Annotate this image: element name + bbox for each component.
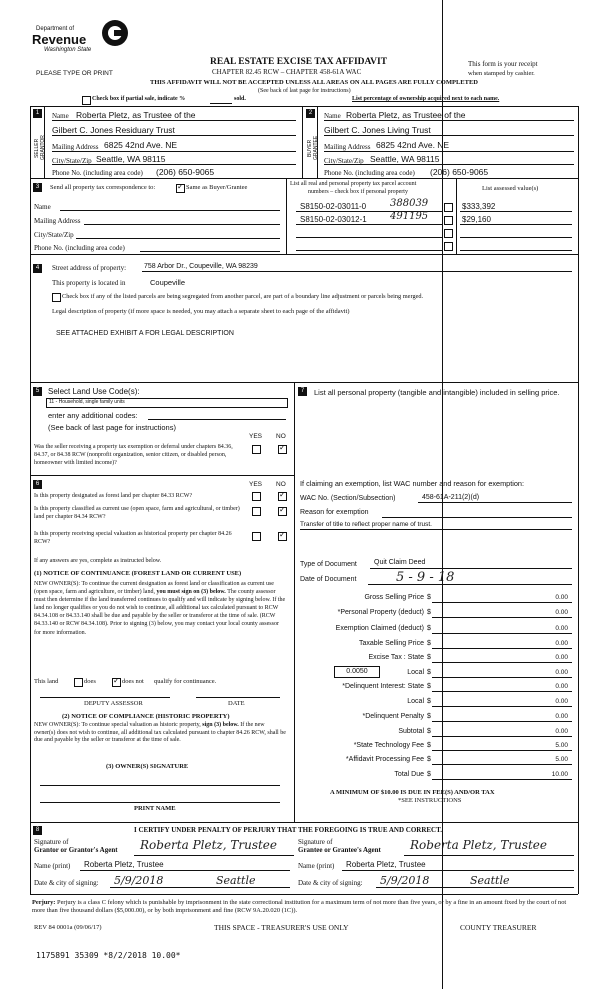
dept-line1: Department of: [36, 26, 75, 32]
amount-value[interactable]: 0.00: [555, 669, 568, 676]
personal-property-checkbox[interactable]: [444, 216, 453, 225]
located-label: This property is located in: [52, 279, 126, 287]
parcel-number[interactable]: S8150-02-03012-1: [300, 215, 367, 224]
amount-label: Taxable Selling Price: [359, 640, 424, 647]
dollar-sign: $: [427, 698, 431, 705]
assessed-header: List assessed value(s): [482, 185, 539, 192]
section-number: 3: [33, 183, 42, 192]
partial-pct-line[interactable]: [210, 103, 232, 104]
please-type: PLEASE TYPE OR PRINT: [36, 70, 113, 77]
deputy-label: DEPUTY ASSESSOR: [84, 700, 143, 707]
dollar-sign: $: [427, 640, 431, 647]
amount-label: *Affidavit Processing Fee: [345, 756, 424, 763]
buyer-phone-value[interactable]: (206) 650-9065: [430, 167, 489, 177]
notice2-bold: sign (3) below.: [202, 722, 239, 728]
amount-value[interactable]: 0.00: [555, 625, 568, 632]
personal-property-label: List all personal property (tangible and intangible) included in selling price.: [314, 388, 560, 397]
land-use-see-back: (See back of last page for instructions): [48, 423, 176, 432]
receipt-note-1: This form is your receipt: [468, 60, 538, 68]
page-title: REAL ESTATE EXCISE TAX AFFIDAVIT: [210, 57, 388, 67]
print-name-line[interactable]: [40, 802, 280, 803]
grantee-sig-label-1: Signature of: [298, 838, 333, 846]
amount-label: Gross Selling Price: [364, 594, 424, 601]
buyer-side-label: BUYER GRANTEE: [307, 135, 319, 161]
historic-question: Is this property receiving special valuation as historical property per chapter 84.26 RCW?: [34, 531, 232, 545]
amount-label: Excise Tax : State: [368, 654, 424, 661]
amount-label: *Personal Property (deduct): [337, 609, 424, 616]
parcel-handwritten: 388039: [390, 198, 429, 209]
buyer-mailing-label: Mailing Address: [324, 143, 371, 151]
grantee-city[interactable]: Seattle: [470, 874, 510, 887]
exemption-claim-label: If claiming an exemption, list WAC number and reason for exemption:: [300, 479, 525, 488]
notice2-body-a: NEW OWNER(S): To continue special valuation as historic property,: [34, 722, 201, 728]
forest-yes-checkbox[interactable]: [252, 492, 261, 501]
notice1-title: (1) NOTICE OF CONTINUANCE (FOREST LAND OR CURRENT USE): [34, 570, 242, 577]
reason-label: Reason for exemption: [300, 509, 369, 516]
legal-label: Legal description of property (if more space is needed, you may attach a separate sheet to each page of the affidavit): [52, 308, 350, 315]
parcels-header-1: List all real and personal property tax parcel account: [290, 181, 417, 187]
amount-label: Subtotal: [398, 728, 424, 735]
see-instructions: *SEE INSTRUCTIONS: [398, 797, 462, 804]
dollar-sign: $: [427, 713, 431, 720]
yes-header: YES: [249, 433, 263, 440]
doc-type-value[interactable]: Quit Claim Deed: [374, 559, 426, 566]
corr-name-label: Name: [34, 203, 51, 211]
deputy-line[interactable]: [40, 697, 170, 698]
perjury-text: Perjury is a class C felony which is punishable by imprisonment in the state correctional institution for a maximum term of not more than five years, or by a fine in an amount fixed by the court of not more than five thousand dollars ($5,000.00), or by both imprisonment and fine (RCW 9A.20.020 (1C)).: [32, 899, 567, 915]
seller-mailing-label: Mailing Address: [52, 143, 99, 151]
reason-value[interactable]: Transfer of title to reflect proper name of trust.: [300, 521, 432, 528]
amount-label: *State Technology Fee: [353, 742, 424, 749]
section-number: 2: [306, 109, 315, 118]
if-yes: If any answers are yes, complete as instructed below.: [34, 558, 162, 564]
local-rate: 0.0050: [346, 668, 368, 675]
buyer-mailing-value[interactable]: 6825 42nd Ave. NE: [376, 140, 450, 150]
corr-phone-label: Phone No. (including area code): [34, 244, 125, 252]
parcel-number[interactable]: S8150-02-03011-0: [300, 202, 367, 211]
dollar-sign: $: [427, 771, 431, 778]
rev-number: REV 84 0001a (09/06/17): [34, 924, 102, 931]
doc-date-value[interactable]: 5 - 9 - 18: [396, 570, 455, 585]
perjury-bold: Perjury:: [32, 899, 56, 906]
chapter: CHAPTER 82.45 RCW – CHAPTER 458-61A WAC: [212, 68, 362, 76]
seller-mailing-value[interactable]: 6825 42nd Ave. NE: [104, 140, 178, 150]
exemption-yes-checkbox[interactable]: [252, 445, 261, 454]
grantee-name[interactable]: Roberta Pletz, Trustee: [346, 860, 426, 869]
treasurer-space: THIS SPACE - TREASURER'S USE ONLY: [214, 923, 349, 932]
grantor-date[interactable]: 5/9/2018: [114, 874, 164, 887]
seller-city-value[interactable]: Seattle, WA 98115: [96, 154, 166, 164]
seller-phone-label: Phone No. (including area code): [52, 169, 143, 177]
land-use-select[interactable]: [46, 398, 288, 408]
grantee-date-label: Date & city of signing:: [298, 879, 363, 887]
forest-question: Is this property designated as forest land per chapter 84.33 RCW?: [34, 493, 193, 499]
seller-side-label: SELLER GRANTOR: [34, 135, 46, 161]
section-number: 1: [33, 109, 42, 118]
buyer-phone-label: Phone No. (including area code): [324, 169, 415, 177]
amount-label: *Delinquent Penalty: [362, 713, 424, 720]
warning: THIS AFFIDAVIT WILL NOT BE ACCEPTED UNLESS ALL AREAS ON ALL PAGES ARE FULLY COMPLETED: [150, 79, 478, 86]
notice2-body: [34, 722, 286, 745]
grantor-date-label: Date & city of signing:: [34, 879, 99, 887]
land-use-label: Select Land Use Code(s):: [48, 387, 140, 396]
wac-value[interactable]: 458-61A-211(2)(d): [422, 494, 480, 501]
corr-city-label: City/State/Zip: [34, 231, 74, 239]
forest-no-checkbox[interactable]: [278, 492, 287, 501]
corr-name-line[interactable]: [60, 210, 280, 211]
land-use-selected: 11 - Household, single family units: [49, 399, 125, 405]
seller-name-value[interactable]: Roberta Pletz, as Trustee of the: [76, 110, 196, 120]
corr-mailing-line[interactable]: [84, 224, 280, 225]
amount-value[interactable]: 0.00: [555, 698, 568, 705]
yes-header: YES: [249, 481, 263, 488]
personal-property-checkbox[interactable]: [444, 242, 453, 251]
additional-codes-line[interactable]: [148, 419, 286, 420]
parcel-handwritten: 491195: [390, 211, 429, 222]
amount-value[interactable]: 0.00: [555, 654, 568, 661]
qualify-label: qualify for continuance.: [154, 678, 217, 685]
does-not-checkbox[interactable]: [112, 678, 121, 687]
dollar-sign: $: [427, 669, 431, 676]
grantee-sig-label-2: Grantee or Grantee's Agent: [298, 846, 381, 854]
revenue-logo: [32, 18, 136, 62]
sold-label: sold.: [234, 96, 246, 102]
segregated-checkbox[interactable]: [52, 293, 61, 302]
amount-value[interactable]: 0.00: [555, 640, 568, 647]
amount-value[interactable]: 5.00: [555, 756, 568, 763]
dept-line2: Revenue: [32, 32, 87, 47]
dollar-sign: $: [427, 654, 431, 661]
section-number: 7: [298, 387, 307, 396]
dollar-sign: $: [427, 728, 431, 735]
historic-yes-checkbox[interactable]: [252, 532, 261, 541]
dollar-sign: $: [427, 683, 431, 690]
buyer-city-value[interactable]: Seattle, WA 98115: [370, 154, 440, 164]
seller-phone-value[interactable]: (206) 650-9065: [156, 167, 215, 177]
personal-property-checkbox[interactable]: [444, 229, 453, 238]
additional-codes: enter any additional codes:: [48, 411, 138, 420]
seller-name-label: Name: [52, 112, 69, 120]
revenue-logo-icon: [102, 20, 128, 46]
no-header: NO: [276, 481, 286, 488]
no-header: NO: [276, 433, 286, 440]
see-back: (See back of last page for instructions): [258, 88, 351, 94]
amount-value[interactable]: 0.00: [555, 728, 568, 735]
street-value[interactable]: 758 Arbor Dr., Coupeville, WA 98239: [144, 263, 258, 270]
legal-value[interactable]: SEE ATTACHED EXHIBIT A FOR LEGAL DESCRIPTION: [56, 330, 234, 337]
section-number: 5: [33, 387, 42, 396]
historic-no-checkbox[interactable]: [278, 532, 287, 541]
buyer-name-label: Name: [324, 112, 341, 120]
current-use-no-checkbox[interactable]: [278, 507, 287, 516]
notice1-bold: you must sign on (3) below.: [156, 589, 226, 596]
notice1-body-b: The county assessor must then determine if the land transferred continues to qualify and will indicate by signing below. If the land no longer qualifies or you do not wish to continue, all additional tax calculated pursuant to RCW 84.34.108 or 84.33.140 shall be due and payable by the seller or transferor at the time of sale. (RCW 84.33.140 or RCW 84.34.108). Prior to signing (3) below, you may contact your local county assessor for more information.: [34, 589, 286, 636]
grantor-sig-label-1: Signature of: [34, 838, 69, 846]
does-not-label: does not: [122, 678, 144, 685]
certify-statement: I CERTIFY UNDER PENALTY OF PERJURY THAT THE FOREGOING IS TRUE AND CORRECT.: [134, 826, 443, 834]
amount-value[interactable]: 0.00: [555, 594, 568, 601]
current-use-yes-checkbox[interactable]: [252, 507, 261, 516]
dollar-sign: $: [427, 625, 431, 632]
amount-label: Local: [407, 669, 424, 676]
buyer-name-value[interactable]: Roberta Pletz, as Trustee of the: [346, 110, 466, 120]
partial-sale-checkbox[interactable]: [82, 96, 91, 105]
segregated-label: Check box if any of the listed parcels are being segregated from another parcel, are part of a boundary line adjustment or parcels being merged.: [62, 293, 424, 300]
grantee-date[interactable]: 5/9/2018: [380, 874, 430, 887]
owner-sig-label: (3) OWNER(S) SIGNATURE: [106, 763, 189, 770]
date-line[interactable]: [196, 697, 280, 698]
grantor-name[interactable]: Roberta Pletz, Trustee: [84, 860, 164, 869]
correspondence-label: Send all property tax correspondence to:: [50, 184, 156, 191]
amount-label: *Delinquent Interest: State: [342, 683, 424, 690]
owner-sig-line[interactable]: [40, 785, 280, 786]
amount-value[interactable]: 0.00: [555, 609, 568, 616]
partial-sale-label: Check box if partial sale, indicate %: [92, 96, 186, 102]
this-land: This land: [34, 678, 59, 685]
corr-mailing-label: Mailing Address: [34, 217, 81, 225]
buyer-name-value2[interactable]: Gilbert C. Jones Living Trust: [324, 125, 431, 135]
dollar-sign: $: [427, 609, 431, 616]
notice2-title: (2) NOTICE OF COMPLIANCE (HISTORIC PROPERTY): [62, 713, 230, 720]
scan-line: [442, 0, 443, 989]
assessed-value[interactable]: $333,392: [462, 202, 496, 211]
amount-value[interactable]: 10.00: [551, 771, 568, 778]
corr-city-line[interactable]: [76, 238, 280, 239]
dollar-sign: $: [427, 594, 431, 601]
seller-name-value2[interactable]: Gilbert C. Jones Residuary Trust: [52, 125, 175, 135]
located-value[interactable]: Coupeville: [150, 278, 186, 287]
grantor-city[interactable]: Seattle: [216, 874, 256, 887]
amount-label: Exemption Claimed (deduct): [335, 625, 424, 632]
receipt-note-2: when stamped by cashier.: [468, 70, 535, 77]
notice1-body: [34, 580, 286, 637]
doc-type-label: Type of Document: [300, 561, 357, 568]
list-pct: List percentage of ownership acquired next to each name.: [352, 96, 500, 102]
seller-city-label: City/State/Zip: [52, 157, 92, 165]
notice1-body-a: NEW OWNER(S): To continue the current designation as forest land or classification as current use (open space, farm and agriculture, or timber) land,: [34, 581, 274, 596]
section-number: 4: [33, 264, 42, 273]
amount-label: Local: [407, 698, 424, 705]
print-name-label: PRINT NAME: [134, 805, 176, 812]
cashier-stamp: 1175891 35309 *8/2/2018 10.00*: [36, 951, 181, 960]
does-label: does: [84, 678, 96, 685]
exemption-question: Was the seller receiving a property tax exemption or deferral under chapters 84.36, 84.37, or 84.38 RCW (nonprofit organization, senior citizen, or disabled person, homeowner with limited income)?: [34, 444, 233, 466]
doc-date-label: Date of Document: [300, 576, 357, 583]
amount-value[interactable]: 5.00: [555, 742, 568, 749]
amount-value[interactable]: 0.00: [555, 683, 568, 690]
same-as-buyer-checkbox[interactable]: [176, 184, 185, 193]
minimum-note: A MINIMUM OF $10.00 IS DUE IN FEE(S) AND/OR TAX: [330, 789, 495, 796]
personal-property-checkbox[interactable]: [444, 203, 453, 212]
dollar-sign: $: [427, 742, 431, 749]
date-label: DATE: [228, 700, 245, 707]
parcels-header-2: numbers – check box if personal property: [308, 189, 408, 195]
exemption-no-checkbox[interactable]: [278, 445, 287, 454]
grantee-name-label: Name (print): [298, 862, 335, 870]
assessed-value[interactable]: $29,160: [462, 215, 491, 224]
amount-label: Total Due: [394, 771, 424, 778]
amount-value[interactable]: 0.00: [555, 713, 568, 720]
does-checkbox[interactable]: [74, 678, 83, 687]
grantor-name-label: Name (print): [34, 862, 71, 870]
section-number: 6: [33, 480, 42, 489]
section-number: 8: [33, 826, 42, 835]
dept-line3: Washington State: [44, 47, 92, 53]
street-label: Street address of property:: [52, 264, 127, 272]
notice2-body-b: If the new owner(s) does not wish to continue, all additional tax calculated pursuant to chapter 84.26 RCW, shall be due and payable by the seller or transferor at the time of sale.: [34, 722, 286, 744]
grantor-signature[interactable]: Roberta Pletz, Trustee: [140, 838, 278, 852]
county-treasurer: COUNTY TREASURER: [460, 923, 537, 932]
wac-label: WAC No. (Section/Subsection): [300, 495, 396, 502]
grantee-signature[interactable]: Roberta Pletz, Trustee: [410, 838, 548, 852]
buyer-city-label: City/State/Zip: [324, 157, 364, 165]
local-rate-box[interactable]: [334, 666, 380, 678]
dollar-sign: $: [427, 756, 431, 763]
perjury-note: [32, 899, 578, 916]
corr-phone-line[interactable]: [140, 251, 280, 252]
grantor-sig-label-2: Grantor or Grantor's Agent: [34, 846, 118, 854]
same-as-buyer-label: Same as Buyer/Grantee: [186, 184, 248, 191]
current-use-question: Is this property classified as current use (open space, farm and agricultural, or timber) land per chapter 84.34 RCW?: [34, 506, 240, 520]
